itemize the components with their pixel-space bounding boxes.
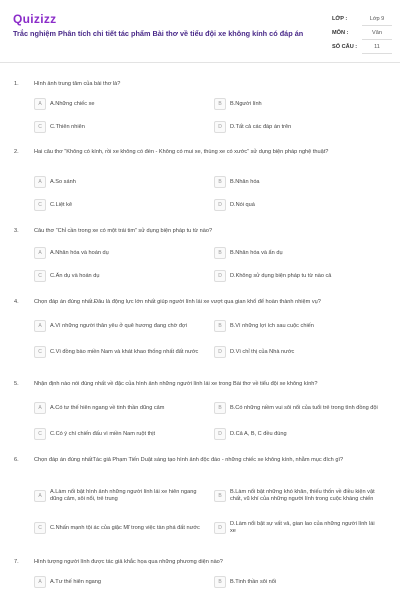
option-letter: D xyxy=(214,522,226,534)
meta-value: Văn xyxy=(362,27,392,40)
meta-key: SỐ CÂU : xyxy=(332,44,358,50)
option-text: C.Vì đồng bào miền Nam và khát khao thống nhất đất nước xyxy=(50,348,199,355)
option-letter: A xyxy=(34,402,46,414)
option-letter: B xyxy=(214,402,226,414)
option-a[interactable] xyxy=(34,95,204,113)
option-letter: A xyxy=(34,576,46,588)
option-text: D.Không sử dụng biện pháp tu từ nào cả xyxy=(230,272,332,279)
option-text: C.Có ý chí chiến đấu vì miền Nam ruột thịt xyxy=(50,430,156,437)
quizizz-logo[interactable]: Quizizz xyxy=(13,12,57,26)
option-text: C.Ẩn dụ và hoán dụ xyxy=(50,272,100,279)
option-letter: B xyxy=(214,576,226,588)
option-text: A.Nhân hóa và hoán dụ xyxy=(50,249,109,256)
option-c[interactable] xyxy=(34,118,204,136)
option-c[interactable] xyxy=(34,267,204,285)
option-d[interactable] xyxy=(214,425,384,443)
option-text: C.Thiên nhiên xyxy=(50,123,85,130)
option-b[interactable] xyxy=(214,399,384,417)
option-letter: C xyxy=(34,121,46,133)
question-text: Hai câu thơ “Không có kính, rồi xe không có đèn - Không có mui xe, thùng xe có xước” sử dụng biện pháp nghệ thuật? xyxy=(34,149,329,155)
option-c[interactable] xyxy=(34,196,204,214)
option-d[interactable] xyxy=(214,267,384,285)
option-a[interactable] xyxy=(34,399,204,417)
question-text: Nhận định nào nói đúng nhất về đặc của hình ảnh những người lính lái xe trong Bài thơ về tiểu đội xe không kính? xyxy=(34,381,318,387)
option-text: B.Có những niềm vui sôi nổi của tuổi trẻ trong tình đồng đội xyxy=(230,404,378,411)
option-letter: A xyxy=(34,98,46,110)
option-letter: A xyxy=(34,490,46,502)
option-b[interactable] xyxy=(214,244,384,262)
option-letter: C xyxy=(34,428,46,440)
meta-value: Lớp 9 xyxy=(362,13,392,26)
question-number: 1. xyxy=(14,81,19,87)
option-text: C.Nhấn mạnh tội ác của giặc Mĩ trong việc tàn phá đất nước xyxy=(50,524,200,531)
meta-key: LỚP : xyxy=(332,16,348,22)
option-text: B.Nhân hóa xyxy=(230,178,260,185)
option-letter: C xyxy=(34,199,46,211)
option-text: D.Vì chỉ thị của Nhà nước xyxy=(230,348,295,355)
quiz-meta xyxy=(332,12,392,54)
option-b[interactable] xyxy=(214,487,384,505)
option-a[interactable] xyxy=(34,573,204,591)
question-text: Hình tượng người lính được tác giả khắc họa qua những phương diện nào? xyxy=(34,559,223,565)
option-b[interactable] xyxy=(214,95,384,113)
option-letter: B xyxy=(214,320,226,332)
question-text: Hình ảnh trung tâm của bài thơ là? xyxy=(34,81,121,87)
question-number: 4. xyxy=(14,299,19,305)
quiz-title: Trắc nghiệm Phân tích chi tiết tác phẩm Bài thơ về tiểu đội xe không kính có đáp án xyxy=(13,29,304,38)
option-letter: D xyxy=(214,428,226,440)
question-number: 5. xyxy=(14,381,19,387)
option-text: B.Làm nổi bật những khó khăn, thiếu thốn về điều kiện vật chất, vũ khí của những người lính trong cuộc kháng chiến xyxy=(230,489,375,502)
question-text: Chọn đáp án đúng nhấtTác giả Phạm Tiến Duật sáng tạo hình ảnh độc đáo - những chiếc xe không kính, nhằm mục đích gì? xyxy=(34,457,344,463)
option-letter: D xyxy=(214,121,226,133)
question-text: Chọn đáp án đúng nhất.Đâu là động lực lớn nhất giúp người lính lái xe vượt qua gian khổ để hoàn thành nhiệm vụ? xyxy=(34,299,321,305)
meta-key: MÔN : xyxy=(332,30,349,36)
meta-value: 11 xyxy=(362,41,392,54)
option-c[interactable] xyxy=(34,343,204,361)
option-letter: C xyxy=(34,270,46,282)
meta-row-subject xyxy=(332,26,392,40)
option-letter: A xyxy=(34,247,46,259)
option-letter: B xyxy=(214,247,226,259)
option-text: D.Tất cả các đáp án trên xyxy=(230,123,292,130)
meta-row-class xyxy=(332,12,392,26)
option-letter: D xyxy=(214,199,226,211)
option-text: D.Cả A, B, C đều đúng xyxy=(230,430,287,437)
question-number: 3. xyxy=(14,228,19,234)
option-text: A.Có tư thế hiên ngang về tinh thần dũng cảm xyxy=(50,404,165,411)
option-letter: D xyxy=(214,346,226,358)
meta-row-question-count xyxy=(332,40,392,54)
option-text: B.Nhân hóa và ẩn dụ xyxy=(230,249,283,256)
quiz-header xyxy=(0,0,400,63)
option-text: B.Vì những lợi ích sau cuộc chiến xyxy=(230,322,314,329)
option-letter: C xyxy=(34,522,46,534)
option-d[interactable] xyxy=(214,196,384,214)
option-letter: D xyxy=(214,270,226,282)
question-number: 7. xyxy=(14,559,19,565)
question-number: 6. xyxy=(14,457,19,463)
option-letter: C xyxy=(34,346,46,358)
option-b[interactable] xyxy=(214,173,384,191)
option-text: D.Làm nổi bật sự vất vả, gian lao của những người lính lái xe xyxy=(230,521,375,534)
option-text: A.Vì những người thân yêu ở quê hương đang chờ đợi xyxy=(50,322,187,329)
option-a[interactable] xyxy=(34,317,204,335)
option-c[interactable] xyxy=(34,519,204,537)
option-letter: B xyxy=(214,490,226,502)
option-letter: B xyxy=(214,98,226,110)
option-c[interactable] xyxy=(34,425,204,443)
option-a[interactable] xyxy=(34,487,204,505)
option-letter: A xyxy=(34,320,46,332)
option-text: A.Làm nổi bật hình ảnh những người lính lái xe hiên ngang dũng cảm, sôi nổi, trẻ trung xyxy=(50,489,197,502)
question-number: 2. xyxy=(14,149,19,155)
option-text: A.So sánh xyxy=(50,178,76,185)
option-text: B.Tinh thần sôi nổi xyxy=(230,578,277,585)
option-text: C.Liệt kê xyxy=(50,201,73,208)
option-a[interactable] xyxy=(34,173,204,191)
option-b[interactable] xyxy=(214,317,384,335)
option-d[interactable] xyxy=(214,118,384,136)
option-d[interactable] xyxy=(214,519,384,537)
option-d[interactable] xyxy=(214,343,384,361)
option-text: A.Tư thế hiên ngang xyxy=(50,578,102,585)
option-text: A.Những chiếc xe xyxy=(50,100,95,107)
option-text: B.Người lính xyxy=(230,100,262,107)
option-text: D.Nói quá xyxy=(230,201,255,208)
question-text: Câu thơ “Chỉ cần trong xe có một trái tim” sử dụng biện pháp tu từ nào? xyxy=(34,228,213,234)
option-b[interactable] xyxy=(214,573,384,591)
option-a[interactable] xyxy=(34,244,204,262)
option-letter: B xyxy=(214,176,226,188)
option-letter: A xyxy=(34,176,46,188)
